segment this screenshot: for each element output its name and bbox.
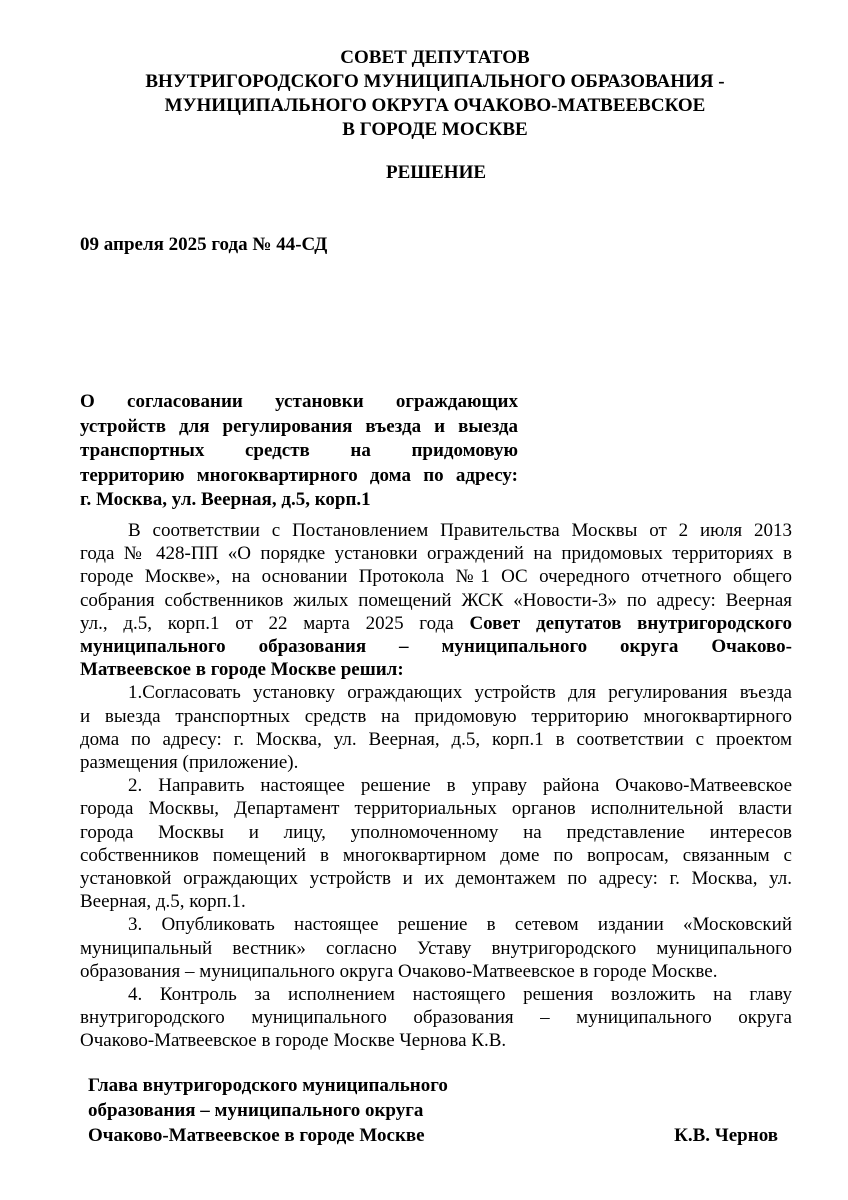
paragraph-line: города Москвы, Департамент территориальных органов исполнительной власти bbox=[80, 798, 792, 820]
paragraph-line: размещения (приложение). bbox=[80, 752, 299, 774]
decision-item-3 bbox=[80, 913, 792, 983]
paragraph-line: года № 428-ПП «О порядке установки ограждений на придомовых территориях в bbox=[80, 543, 792, 565]
decision-item-2 bbox=[80, 774, 792, 913]
paragraph-line: В соответствии с Постановлением Правительства Москвы от 2 июля 2013 bbox=[128, 520, 792, 541]
resolution-bold-text: Совет депутатов внутригородского bbox=[469, 612, 792, 634]
header-line: ВНУТРИГОРОДСКОГО МУНИЦИПАЛЬНОГО ОБРАЗОВАНИЯ - bbox=[145, 71, 725, 92]
paragraph-line: и выезда транспортных средств на придомовую территорию многоквартирного bbox=[80, 705, 792, 727]
paragraph-line: 1.Согласовать установку ограждающих устройств для регулирования въезда bbox=[128, 682, 792, 704]
decision-title: РЕШЕНИЕ bbox=[385, 162, 487, 183]
paragraph-text: ул., д.5, корп.1 от 22 марта 2025 года bbox=[80, 612, 470, 634]
subject-line: территорию многоквартирного дома по адресу: bbox=[80, 464, 518, 486]
paragraph-line: внутригородского муниципального образования – муниципального округа bbox=[80, 1007, 792, 1029]
paragraph-line bbox=[80, 612, 792, 635]
paragraph-line: 2. Направить настоящее решение в управу района Очаково-Матвеевское bbox=[128, 775, 792, 797]
signature-line: Глава внутригородского муниципального bbox=[88, 1075, 448, 1096]
paragraph-line: муниципального образования – муниципального округа Очаково- bbox=[80, 636, 792, 658]
paragraph-line: Веерная, д.5, корп.1. bbox=[80, 891, 246, 913]
paragraph-line: города Москвы и лицу, уполномоченному на представление интересов bbox=[80, 821, 792, 843]
preamble-paragraph bbox=[80, 519, 792, 681]
paragraph-line: дома по адресу: г. Москва, ул. Веерная, д.5, корп.1 в соответствии с проектом bbox=[80, 728, 792, 750]
paragraph-line: собрания собственников жилых помещений ЖСК «Новости-3» по адресу: Веерная bbox=[80, 589, 792, 611]
paragraph-line: Очаково-Матвеевское в городе Москве Чернова К.В. bbox=[80, 1030, 507, 1052]
paragraph-line: городе Москве», на основании Протокола №1 ОС очередного отчетного общего bbox=[80, 566, 792, 588]
document-header bbox=[60, 46, 810, 142]
header-line: СОВЕТ ДЕПУТАТОВ bbox=[340, 47, 530, 68]
document-body bbox=[80, 519, 792, 1053]
subject-line: устройств для регулирования въезда и выезда bbox=[80, 415, 518, 437]
header-line: МУНИЦИПАЛЬНОГО ОКРУГА ОЧАКОВО-МАТВЕЕВСКОЕ bbox=[164, 95, 706, 116]
paragraph-line: образования – муниципального округа Очаково-Матвеевское в городе Москве. bbox=[80, 960, 718, 982]
paragraph-line: муниципальный вестник» согласно Уставу внутригородского муниципального bbox=[80, 937, 792, 959]
signature-title bbox=[88, 1073, 448, 1148]
decision-date-number: 09 апреля 2025 года № 44-СД bbox=[80, 234, 328, 255]
subject-line: г. Москва, ул. Веерная, д.5, корп.1 bbox=[80, 489, 371, 510]
subject-line: О согласовании установки ограждающих bbox=[80, 391, 518, 412]
signature-line: образования – муниципального округа bbox=[88, 1100, 424, 1121]
paragraph-line: установкой ограждающих устройств и их демонтажем по адресу: г. Москва, ул. bbox=[80, 868, 792, 890]
signature-line: Очаково-Матвеевское в городе Москве bbox=[88, 1125, 425, 1146]
decision-item-4 bbox=[80, 983, 792, 1053]
paragraph-line: 4. Контроль за исполнением настоящего решения возложить на главу bbox=[128, 984, 792, 1006]
subject-line: транспортных средств на придомовую bbox=[80, 440, 518, 461]
header-line: В ГОРОДЕ МОСКВЕ bbox=[342, 119, 528, 140]
paragraph-line: 3. Опубликовать настоящее решение в сетевом издании «Московский bbox=[128, 914, 792, 936]
decision-subject bbox=[80, 390, 518, 513]
paragraph-line: собственников помещений в многоквартирном доме по вопросам, связанным с bbox=[80, 844, 792, 866]
decision-item-1 bbox=[80, 681, 792, 774]
paragraph-line: Матвеевское в городе Москве решил: bbox=[80, 659, 404, 681]
signatory-name: К.В. Чернов bbox=[674, 1125, 778, 1146]
